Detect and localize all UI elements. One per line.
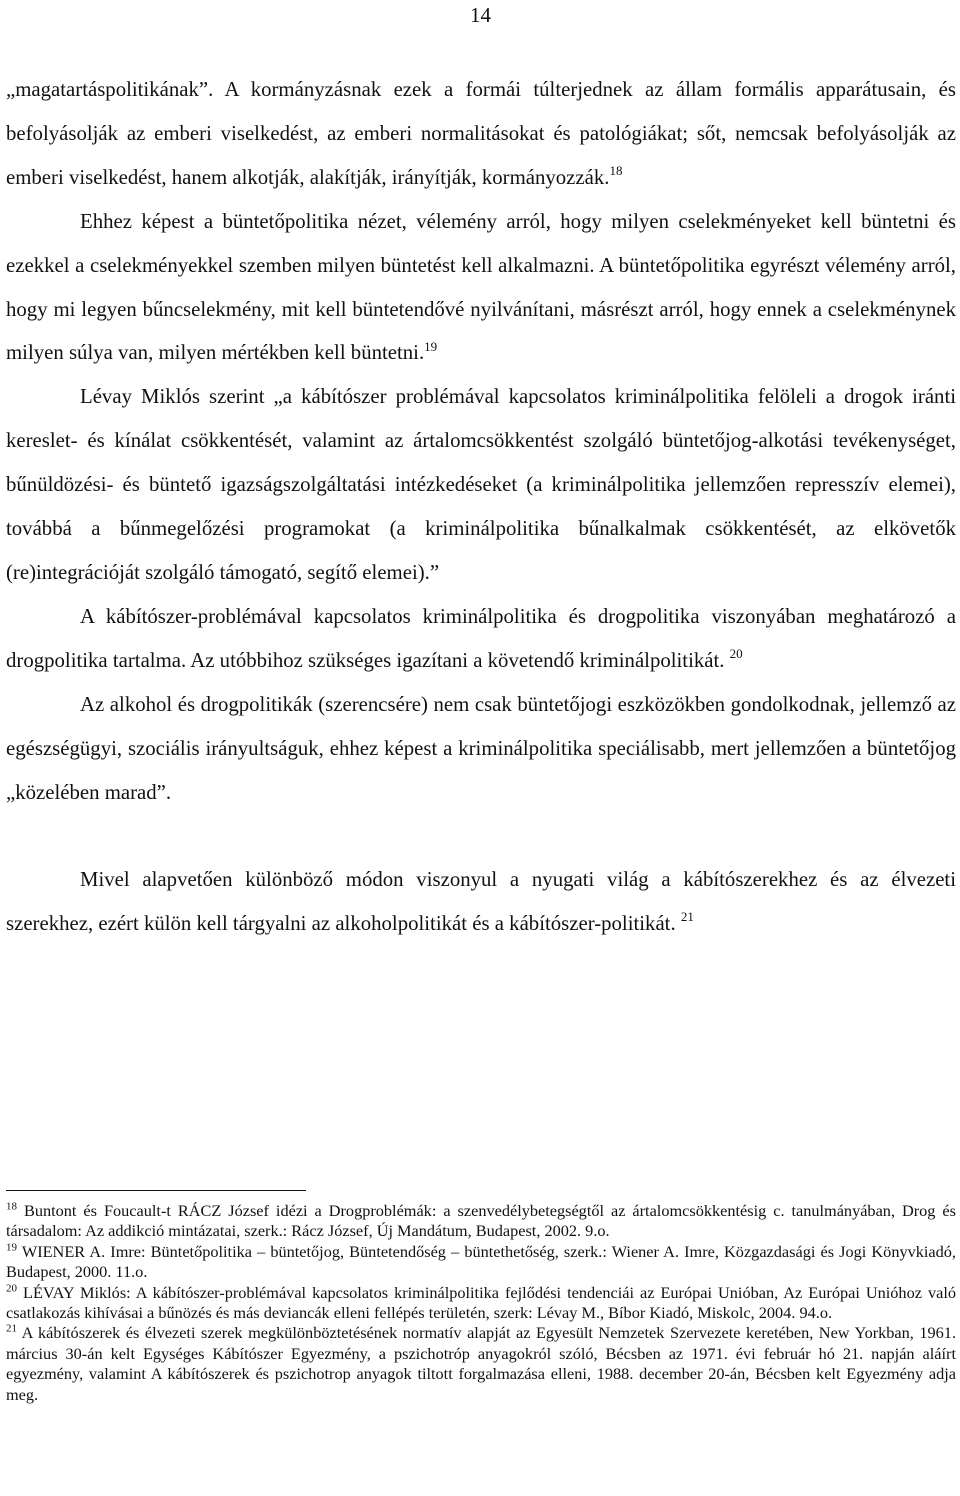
paragraph-3: [6, 375, 956, 595]
paragraph-2-text: Ehhez képest a büntetőpolitika nézet, vélemény arról, hogy milyen cselekményeket kell büntetni és ezekkel a cselekményekkel szemben milyen büntetést kell alkalmazni. A büntetőpolitika egyrészt vélemény arról, hogy mi legyen bűncselekmény, mit kell büntetendővé nyilvánítani, másrészt arról, hogy ennek a cselekménynek milyen súlya van, milyen mértékben kell büntetni.: [6, 209, 956, 365]
body-text: [6, 68, 956, 946]
footnote-number: 21: [6, 1323, 17, 1336]
paragraph-gap: [6, 814, 956, 858]
paragraph-3-text: Lévay Miklós szerint „a kábítószer problémával kapcsolatos kriminálpolitika felöleli a drogok iránti kereslet- és kínálat csökkentését, valamint az ártalomcsökkentést szolgáló büntetőjog-alkotási tevékenységet, bűnüldözési- és büntető igazságszolgáltatási intézkedéseket (a kriminálpolitika jellemzően represszív elemei), továbbá a bűnmegelőzési programokat (a kriminálpolitika bűnalkalmak csökkentését, az elkövetők (re)integrációját szolgáló támogató, segítő elemei).”: [6, 385, 956, 584]
footnote-20: [6, 1283, 956, 1324]
footnote-text: A kábítószerek és élvezeti szerek megkülönböztetésének normatív alapját az Egyesült Nemzetek Szervezete keretében, New Yorkban, 1961. március 30-án kelt Egységes Kábítószer Egyezmény, a pszichotróp anyagokról szóló, Bécsben az 1971. évi február hó 21. napján aláírt egyezmény, valamint A kábítószerek és pszichotrop anyagok tiltott forgalmazása elleni, 1988. december 20-án, Bécsben kelt Egyezmény adja meg.: [6, 1323, 957, 1404]
paragraph-2: [6, 200, 956, 376]
paragraph-4: [6, 595, 956, 683]
paragraph-5: [6, 683, 956, 815]
footnote-ref-19[interactable]: 19: [424, 338, 438, 354]
paragraph-1-text: „magatartáspolitikának”. A kormányzásnak ezek a formái túlterjednek az állam formális apparátusain, és befolyásolják az emberi viselkedést, az emberi normalitásokat és patológiákat; sőt, nemcsak befolyásolják az emberi viselkedést, hanem alkotják, alakítják, irányítják, kormányozzák.: [6, 78, 956, 189]
footnote-19: [6, 1242, 956, 1283]
footnote-text: Buntont és Foucault-t RÁCZ József idézi a Drogproblémák: a szenvedélybetegségtől az ártalomcsökkentésig c. tanulmányában, Drog és társadalom: Az addikció mintázatai, szerk.: Rácz József, Új Mandátum, Budapest, 2002. 9.o.: [6, 1201, 956, 1241]
footnote-ref-18[interactable]: 18: [609, 162, 623, 178]
paragraph-6-text: Mivel alapvetően különböző módon viszonyul a nyugati világ a kábítószerekhez és az élvezeti szerekhez, ezért külön kell tárgyalni az alkoholpolitikát és a kábítószer-politikát.: [6, 868, 956, 936]
footnote-text: LÉVAY Miklós: A kábítószer-problémával kapcsolatos kriminálpolitika fejlődési tendenciái az Európai Unióban, Az Európai Unióhoz való csatlakozás kihívásai a bűnözés és más deviancák elleni fellépés területén, szerk: Lévay M., Bíbor Kiadó, Miskolc, 2004. 94.o.: [6, 1282, 956, 1323]
paragraph-4-text: A kábítószer-problémával kapcsolatos kriminálpolitika és drogpolitika viszonyában meghatározó a drogpolitika tartalma. Az utóbbihoz szükséges igazítani a követendő kriminálpolitikát.: [6, 604, 956, 672]
footnote-18: [6, 1201, 956, 1242]
footnote-number: 19: [6, 1241, 17, 1254]
footnote-number: 18: [6, 1200, 17, 1213]
paragraph-6: [6, 858, 956, 946]
footnote-text: WIENER A. Imre: Büntetőpolitika – büntetőjog, Büntetendőség – büntethetőség, szerk.: Wiener A. Imre, Közgazdasági és Jogi Könyvkiadó, Budapest, 2000. 11.o.: [6, 1241, 956, 1282]
footnote-separator: [6, 1190, 306, 1191]
footnotes: [6, 1201, 956, 1405]
footnote-ref-20[interactable]: 20: [729, 645, 743, 661]
footnote-ref-21[interactable]: 21: [680, 909, 694, 925]
footnote-number: 20: [6, 1282, 17, 1295]
paragraph-5-text: Az alkohol és drogpolitikák (szerencsére) nem csak büntetőjogi eszközökben gondolkodnak, jellemző az egészségügyi, szociális irányultságuk, ehhez képest a kriminálpolitika speciálisabb, mert jellemzően a büntetőjog „közelében marad”.: [6, 692, 956, 804]
footnote-21: [6, 1323, 956, 1405]
paragraph-1: [6, 68, 956, 200]
page-number: 14: [470, 3, 491, 27]
